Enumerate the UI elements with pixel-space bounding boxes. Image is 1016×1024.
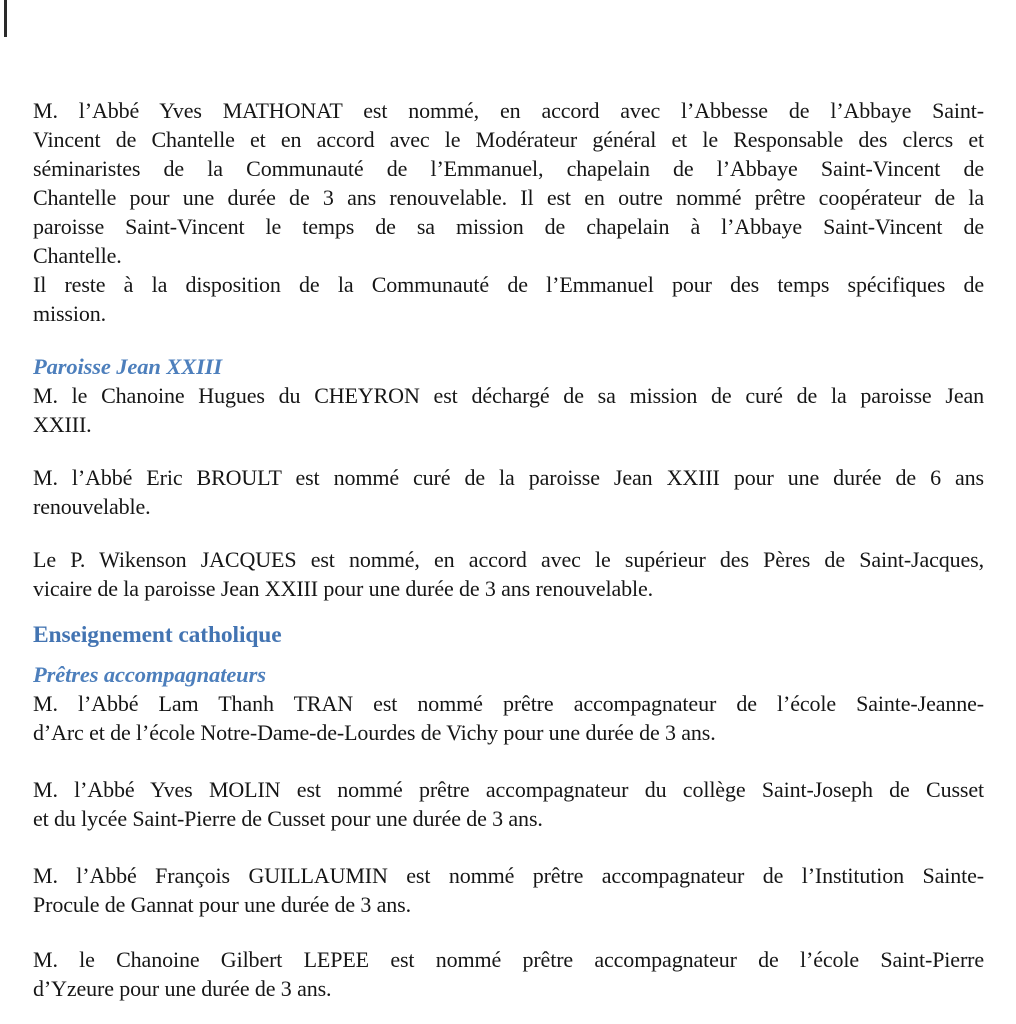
heading-enseignement-catholique: Enseignement catholique bbox=[33, 622, 282, 648]
paragraph-guillaumin bbox=[33, 861, 984, 919]
text-line: d’Arc et de l’école Notre-Dame-de-Lourdes de Vichy pour une durée de 3 ans. bbox=[33, 720, 716, 745]
text-line: M. l’Abbé Lam Thanh TRAN est nommé prêtre accompagnateur de l’école Sainte-Jeanne- bbox=[33, 691, 984, 716]
text-line: Chantelle pour une durée de 3 ans renouvelable. Il est en outre nommé prêtre coopérateur de la bbox=[33, 185, 984, 210]
paragraph-lepee bbox=[33, 945, 984, 1003]
heading-paroisse-jean-xxiii: Paroisse Jean XXIII bbox=[33, 354, 223, 379]
text-line: d’Yzeure pour une durée de 3 ans. bbox=[33, 976, 332, 1001]
text-line: renouvelable. bbox=[33, 494, 151, 519]
paragraph-tran bbox=[33, 689, 984, 747]
text-line: et du lycée Saint-Pierre de Cusset pour une durée de 3 ans. bbox=[33, 806, 543, 831]
text-line: M. l’Abbé Yves MATHONAT est nommé, en accord avec l’Abbesse de l’Abbaye Saint- bbox=[33, 98, 984, 123]
paragraph-jacques bbox=[33, 545, 984, 603]
text-line: M. le Chanoine Gilbert LEPEE est nommé prêtre accompagnateur de l’école Saint-Pierre bbox=[33, 947, 984, 972]
text-line: vicaire de la paroisse Jean XXIII pour une durée de 3 ans renouvelable. bbox=[33, 576, 654, 601]
text-line: Chantelle. bbox=[33, 243, 122, 268]
text-line: séminaristes de la Communauté de l’Emmanuel, chapelain de l’Abbaye Saint-Vincent de bbox=[33, 156, 984, 181]
text-line: XXIII. bbox=[33, 412, 92, 437]
text-line: mission. bbox=[33, 301, 106, 326]
text-line: Le P. Wikenson JACQUES est nommé, en accord avec le supérieur des Pères de Saint-Jacques, bbox=[33, 547, 984, 572]
paragraph-mathonat bbox=[33, 96, 984, 270]
scan-edge-artifact bbox=[4, 0, 7, 37]
paragraph-disposition bbox=[33, 270, 984, 328]
text-line: M. l’Abbé Eric BROULT est nommé curé de la paroisse Jean XXIII pour une durée de 6 ans bbox=[33, 465, 984, 490]
text-line: Il reste à la disposition de la Communauté de l’Emmanuel pour des temps spécifiques de bbox=[33, 272, 984, 297]
text-line: Procule de Gannat pour une durée de 3 ans. bbox=[33, 892, 411, 917]
document-body bbox=[33, 96, 984, 1003]
text-line: M. le Chanoine Hugues du CHEYRON est déchargé de sa mission de curé de la paroisse Jean bbox=[33, 383, 984, 408]
paragraph-molin bbox=[33, 775, 984, 833]
text-line: paroisse Saint-Vincent le temps de sa mission de chapelain à l’Abbaye Saint-Vincent de bbox=[33, 214, 984, 239]
paragraph-cheyron bbox=[33, 381, 984, 439]
paragraph-broult bbox=[33, 463, 984, 521]
text-line: M. l’Abbé François GUILLAUMIN est nommé prêtre accompagnateur de l’Institution Sainte- bbox=[33, 863, 984, 888]
text-line: Vincent de Chantelle et en accord avec le Modérateur général et le Responsable des clercs et bbox=[33, 127, 984, 152]
text-line: M. l’Abbé Yves MOLIN est nommé prêtre accompagnateur du collège Saint-Joseph de Cusset bbox=[33, 777, 984, 802]
heading-pretres-accompagnateurs: Prêtres accompagnateurs bbox=[33, 662, 266, 687]
